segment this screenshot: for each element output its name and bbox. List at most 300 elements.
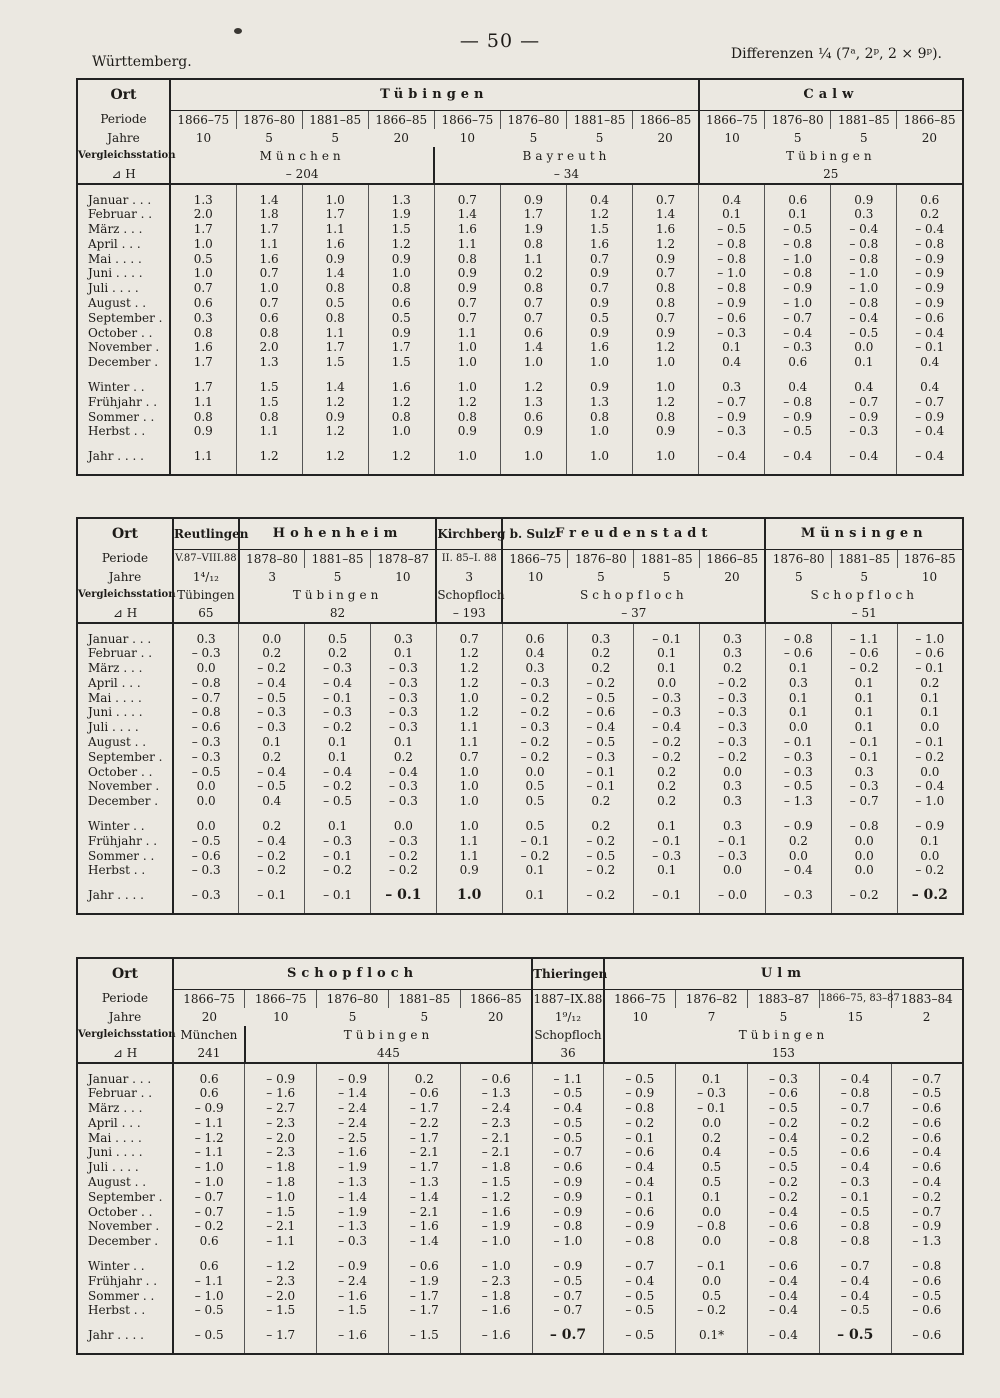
section1-season-row-cell: 1.2 <box>302 395 368 410</box>
section1-jahre-0: 10 <box>195 130 212 145</box>
section2-month-row-cell: 0.3 <box>831 765 897 780</box>
section3-season-row-cell: – 0.6 <box>748 1259 820 1274</box>
section1-season-row-cell: 0.8 <box>434 410 500 425</box>
section2-jahr-row-cell: – 0.1 <box>634 888 700 903</box>
section1-month-row <box>77 340 963 355</box>
section2-jahr-row-cell: 0.1 <box>502 888 568 903</box>
section2-month-row-cell: – 0.2 <box>305 779 371 794</box>
section3-season-row-cell: – 0.5 <box>604 1289 676 1304</box>
section1-gap-1-cell <box>77 370 170 380</box>
section2-gap-3 <box>77 903 963 914</box>
section1-season-row-cell: 0.8 <box>566 410 632 425</box>
section3-month-row-cell: – 1.2 <box>460 1190 532 1205</box>
section1-month-row-label: December . <box>77 355 170 370</box>
section2-sep-cell <box>700 623 766 632</box>
section1-season-row-cell: 0.9 <box>633 424 699 439</box>
section1-season-row-cell: 0.9 <box>500 424 566 439</box>
section3-season-row-cell: – 0.4 <box>748 1274 820 1289</box>
section2-gap-2-cell <box>239 878 305 888</box>
section1-sep-cell <box>434 184 500 193</box>
section3-sep-cell <box>604 1063 676 1072</box>
section3-season-row-cell: – 0.7 <box>532 1289 604 1304</box>
section2-periode-3: 1878–87 <box>370 549 436 568</box>
section2-season-row-cell: – 0.3 <box>191 863 221 878</box>
section2-month-row-cell: 0.0 <box>502 765 568 780</box>
section1-sep-cell <box>699 184 765 193</box>
section2-dh-3: – 37 <box>502 604 765 623</box>
section2-season-row-cell: 0.1 <box>634 863 700 878</box>
section1-jahr-row-cell: 1.0 <box>633 449 699 464</box>
section2-month-row-cell: – 0.8 <box>765 632 831 647</box>
section1-season-row-cell: 1.0 <box>566 424 632 439</box>
section2-gap-3-cell <box>370 903 436 914</box>
section1-gap-2-cell <box>699 439 765 449</box>
section2-gap-1-cell <box>634 809 700 819</box>
section3-month-row-cell: – 2.1 <box>460 1145 532 1160</box>
section3-month-row-label: November . <box>77 1219 173 1234</box>
section1-month-row-cell: 1.4 <box>500 340 566 355</box>
section3-month-row-cell: – 1.3 <box>388 1175 460 1190</box>
section2-month-row-cell: – 0.3 <box>700 705 766 720</box>
section1-gap-2-cell <box>500 439 566 449</box>
section3-month-row-cell: – 1.8 <box>460 1160 532 1175</box>
section2-month-row-cell: – 0.2 <box>239 661 305 676</box>
section3-month-row-cell: 0.6 <box>199 1234 219 1249</box>
section2-month-row-cell: 1.0 <box>436 779 502 794</box>
section1-month-row-cell: 0.8 <box>500 281 566 296</box>
section3-month-row <box>77 1219 963 1234</box>
section1-season-row-cell: 0.4 <box>831 380 897 395</box>
section2-gap-1 <box>77 809 963 819</box>
section2-group-4: Münsingen <box>765 518 963 549</box>
section1-month-row-label: Mai . . . . <box>77 252 170 267</box>
section2-month-row-cell: – 0.6 <box>568 705 634 720</box>
section1-periode-2: 1881–85 <box>302 110 368 129</box>
section3-jahr-row <box>77 1328 963 1343</box>
section2-month-row-cell: 1.2 <box>436 705 502 720</box>
section1-month-row-cell: 1.0 <box>302 193 368 208</box>
section2-month-row-cell: – 0.5 <box>239 779 305 794</box>
section1-month-row-cell: 1.1 <box>302 222 368 237</box>
section1-month-row-cell: 0.8 <box>302 311 368 326</box>
section2-jahre-6: 5 <box>597 569 605 584</box>
section3-season-row-cell: – 1.6 <box>460 1303 532 1318</box>
section3-month-row-cell: – 1.2 <box>194 1130 224 1145</box>
section3-group-row <box>77 958 963 989</box>
section1-gap-3-cell <box>500 464 566 475</box>
section1-season-row-cell: 0.4 <box>897 380 963 395</box>
section2-season-row-cell: 1.0 <box>436 819 502 834</box>
section2-month-row-cell: – 0.1 <box>634 632 700 647</box>
section1-month-row-cell: 0.2 <box>897 207 963 222</box>
section3-month-row-cell: – 0.6 <box>891 1101 963 1116</box>
section1-month-row-cell: 0.9 <box>368 252 434 267</box>
section1-month-row-cell: 1.7 <box>236 222 302 237</box>
section2-month-row-cell: – 0.5 <box>765 779 831 794</box>
section2-month-row-cell: 0.5 <box>502 779 568 794</box>
section3-month-row-cell: – 1.3 <box>317 1219 389 1234</box>
section1-month-row-cell: 1.6 <box>236 252 302 267</box>
section3-gap-1-cell <box>245 1249 317 1259</box>
section1-sep-cell <box>302 184 368 193</box>
section1-month-row-cell: 0.5 <box>302 296 368 311</box>
section2-month-row <box>77 750 963 765</box>
jahre-label: Jahre <box>77 129 170 147</box>
section1-month-row-cell: 1.7 <box>193 355 213 370</box>
section3-month-row-cell: – 0.7 <box>891 1205 963 1220</box>
section1-month-row-cell: 0.6 <box>368 296 434 311</box>
section2-month-row <box>77 632 963 647</box>
section2-month-row-cell: 1.0 <box>436 794 502 809</box>
section3-month-row-label: Mai . . . . <box>77 1131 173 1146</box>
section2-season-row-cell: – 0.2 <box>239 863 305 878</box>
section1-gap-2-cell <box>302 439 368 449</box>
section1-season-row-cell: 1.3 <box>500 395 566 410</box>
section1-gap-3-cell <box>77 464 170 475</box>
section2-season-row-cell: – 0.3 <box>634 849 700 864</box>
section2-dh-row <box>77 604 963 623</box>
section3-season-row-cell: 0.0 <box>676 1274 748 1289</box>
section2-month-row-label: November . <box>77 779 173 794</box>
section1-month-row-cell: 1.0 <box>193 236 213 251</box>
section3-season-row-cell: – 2.3 <box>460 1274 532 1289</box>
section2-month-row-cell: 0.3 <box>370 632 436 647</box>
section2-gap-2-cell <box>77 878 173 888</box>
section1-month-row-cell: 0.6 <box>897 193 963 208</box>
section1-periode-6: 1881–85 <box>566 110 632 129</box>
section1-month-row-cell: – 0.6 <box>699 311 765 326</box>
section2-month-row-cell: – 0.3 <box>191 646 221 661</box>
section1-month-row-cell: 2.0 <box>236 340 302 355</box>
section2-month-row-label: Januar . . . <box>77 632 173 647</box>
section3-month-row-cell: – 2.1 <box>388 1205 460 1220</box>
section2-jahr-row-cell: – 0.3 <box>765 888 831 903</box>
section1-month-row <box>77 281 963 296</box>
section1-month-row <box>77 326 963 341</box>
section1-station-0: München <box>259 148 345 163</box>
section2-month-row-cell: 1.2 <box>436 661 502 676</box>
section3-month-row-cell: – 0.4 <box>891 1175 963 1190</box>
section2-sep-cell <box>370 623 436 632</box>
section2-month-row-cell: 0.3 <box>502 661 568 676</box>
section2-jahr-row-cell: – 0.1 <box>370 888 436 903</box>
section3-month-row-cell: – 0.2 <box>748 1175 820 1190</box>
section2-season-row-cell: – 0.9 <box>765 819 831 834</box>
section2-season-row-cell: – 0.2 <box>370 863 436 878</box>
section2-month-row-cell: – 0.3 <box>700 720 766 735</box>
section2-month-row-cell: 0.4 <box>239 794 305 809</box>
section1-month-row-cell: – 0.4 <box>765 326 831 341</box>
section2-month-row-cell: – 0.3 <box>191 735 221 750</box>
section1-season-row-cell: 0.9 <box>434 424 500 439</box>
section1-month-row-cell: 0.7 <box>500 311 566 326</box>
table-section-2 <box>76 517 964 950</box>
section1-month-row-cell: – 0.4 <box>831 311 897 326</box>
section2-month-row-label: December . <box>77 794 173 809</box>
section2-gap-1-cell <box>897 809 963 819</box>
section1-month-row-cell: 1.3 <box>368 193 434 208</box>
section1-jahre-2: 5 <box>331 130 340 145</box>
section2-season-row-cell: 0.0 <box>831 834 897 849</box>
section3-month-row-cell: – 1.7 <box>388 1160 460 1175</box>
section3-season-row-cell: – 0.6 <box>891 1303 963 1318</box>
section3-gap-2 <box>77 1318 963 1328</box>
section2-month-row-cell: 0.1 <box>897 705 963 720</box>
section1-month-row-cell: – 0.4 <box>897 222 963 237</box>
section2-month-row-cell: 0.3 <box>765 676 831 691</box>
section1-month-row-label: Juni . . . . <box>77 266 170 281</box>
section1-season-row-cell: 1.5 <box>236 395 302 410</box>
section3-season-row-cell: – 0.2 <box>676 1303 748 1318</box>
section3-group-2: Ulm <box>604 958 963 989</box>
section3-jahre-9: 15 <box>847 1009 863 1024</box>
section3-season-row-cell: – 1.8 <box>460 1289 532 1304</box>
section2-gap-3-cell <box>502 903 568 914</box>
section1-month-row-label: April . . . <box>77 237 170 252</box>
section3-month-row-cell: – 0.7 <box>194 1204 224 1219</box>
section1-month-row-cell: 0.7 <box>434 311 500 326</box>
section2-month-row-cell: 0.2 <box>634 765 700 780</box>
section3-month-row-cell: 0.6 <box>199 1086 219 1101</box>
section3-month-row-cell: – 0.3 <box>676 1086 748 1101</box>
section1-month-row-cell: 1.4 <box>633 207 699 222</box>
section1-gap-3-cell <box>434 464 500 475</box>
section3-month-row-cell: – 1.3 <box>317 1175 389 1190</box>
section3-station-row <box>77 1026 963 1044</box>
section1-periode-11: 1866–85 <box>897 110 963 129</box>
section3-season-row-cell: – 0.7 <box>819 1259 891 1274</box>
section3-gap-2-cell <box>891 1318 963 1328</box>
section1-season-row-cell: 1.2 <box>434 395 500 410</box>
section1-jahre-4: 10 <box>459 130 475 145</box>
section3-season-row-cell: – 0.7 <box>604 1259 676 1274</box>
vgl-label: Vergleichsstation <box>77 586 173 604</box>
section1-gap-1-cell <box>434 370 500 380</box>
section3-month-row-cell: – 0.2 <box>748 1116 820 1131</box>
section3-month-row-cell: – 0.6 <box>604 1145 676 1160</box>
section2-month-row-label: October . . <box>77 765 173 780</box>
section3-month-row <box>77 1190 963 1205</box>
section1-month-row-cell: 0.9 <box>633 252 699 267</box>
section3-month-row-cell: – 1.8 <box>245 1175 317 1190</box>
section1-month-row-cell: 1.0 <box>434 355 500 370</box>
section1-gap-3-cell <box>831 464 897 475</box>
section2-month-row-cell: 0.1 <box>634 661 700 676</box>
periode-label: Periode <box>77 989 173 1008</box>
section1-gap-2-cell <box>77 439 170 449</box>
section1-month-row-cell: 0.8 <box>236 326 302 341</box>
section2-month-row-label: Juli . . . . <box>77 720 173 735</box>
section2-periode-0: V.87–VIII.88 <box>175 552 237 564</box>
section3-month-row-cell: – 1.0 <box>245 1190 317 1205</box>
section3-month-row-cell: – 0.4 <box>748 1131 820 1146</box>
section3-month-row-cell: 0.0 <box>676 1205 748 1220</box>
section3-month-row-cell: – 0.6 <box>604 1205 676 1220</box>
section2-season-row-cell: 0.0 <box>196 819 216 834</box>
section1-season-row-cell: – 0.9 <box>897 410 963 425</box>
ort-label: Ort <box>77 518 173 549</box>
section2-jahr-row <box>77 888 963 903</box>
section1-gap-1-cell <box>566 370 632 380</box>
section1-month-row-cell: 0.2 <box>500 266 566 281</box>
section3-gap-3-cell <box>245 1343 317 1354</box>
section3-month-row-cell: – 1.6 <box>460 1205 532 1220</box>
section3-season-row-cell: – 0.6 <box>388 1259 460 1274</box>
section2-month-row <box>77 676 963 691</box>
section2-season-row-cell: – 0.2 <box>502 849 568 864</box>
section2-month-row-label: April . . . <box>77 676 173 691</box>
section1-sep-cell <box>831 184 897 193</box>
section1-season-row-cell: 0.3 <box>699 380 765 395</box>
section2-jahre-row <box>77 568 963 586</box>
section2-month-row-cell: 0.5 <box>502 794 568 809</box>
section3-group-1: Thieringen <box>532 958 604 989</box>
section2-season-row-label: Frühjahr . . <box>77 834 173 849</box>
section1-month-row-cell: 0.7 <box>566 281 632 296</box>
section2-season-row-cell: 0.0 <box>370 819 436 834</box>
section2-dh-2: – 193 <box>436 604 502 623</box>
section1-month-row-cell: 1.0 <box>500 355 566 370</box>
section3-month-row-cell: – 2.4 <box>317 1101 389 1116</box>
section3-season-row-cell: – 0.7 <box>532 1303 604 1318</box>
section1-month-row-cell: 1.4 <box>302 266 368 281</box>
section1-season-row-cell: 1.6 <box>368 380 434 395</box>
section2-sep-cell <box>502 623 568 632</box>
section1-gap-1-cell <box>633 370 699 380</box>
section2-jahre-11: 10 <box>921 569 938 584</box>
section2-month-row-cell: – 0.3 <box>700 735 766 750</box>
section3-season-row-label: Winter . . <box>77 1259 173 1274</box>
section1-periode-4: 1866–75 <box>434 110 500 129</box>
section3-month-row <box>77 1175 963 1190</box>
section3-jahr-row-cell: – 0.5 <box>604 1328 676 1343</box>
section2-season-row-label: Winter . . <box>77 819 173 834</box>
section3-month-row-cell: – 0.1 <box>604 1190 676 1205</box>
section1-season-row-cell: 1.4 <box>302 380 368 395</box>
section1-sep-cell <box>566 184 632 193</box>
section2-month-row-cell: – 1.1 <box>831 632 897 647</box>
section3-month-row-cell: – 0.9 <box>604 1219 676 1234</box>
section1-gap-3-cell <box>633 464 699 475</box>
section3-sep-cell <box>317 1063 389 1072</box>
section3-month-row-cell: – 1.9 <box>317 1205 389 1220</box>
section3-gap-1-cell <box>676 1249 748 1259</box>
section3-gap-1 <box>77 1249 963 1259</box>
section2-season-row <box>77 834 963 849</box>
section3-sep-cell <box>819 1063 891 1072</box>
section3-season-row-cell: – 0.5 <box>604 1303 676 1318</box>
section2-station-0: Tübingen <box>177 587 235 602</box>
section1-season-row-label: Sommer . . <box>77 410 170 425</box>
section1-periode-8: 1866–75 <box>699 110 765 129</box>
section2-month-row-cell: 0.0 <box>634 676 700 691</box>
section3-gap-1-cell <box>388 1249 460 1259</box>
section2-dh-1: 82 <box>239 604 436 623</box>
section1-month-row-label: August . . <box>77 296 170 311</box>
section2-periode-10: 1881–85 <box>831 549 897 568</box>
section1-periode-row <box>77 110 963 129</box>
section3-month-row-cell: 0.1 <box>676 1072 748 1087</box>
section1-month-row-cell: 0.4 <box>566 193 632 208</box>
section1-month-row-cell: 0.3 <box>193 310 213 325</box>
section1-month-row-cell: 0.9 <box>633 326 699 341</box>
section1-season-row-cell: 1.0 <box>633 380 699 395</box>
section2-season-row-cell: – 0.2 <box>305 863 371 878</box>
section1-season-row-cell: – 0.8 <box>765 395 831 410</box>
section3-month-row-cell: – 1.0 <box>532 1234 604 1249</box>
section2-season-row-cell: 0.2 <box>568 819 634 834</box>
section2-season-row-cell: 0.2 <box>765 834 831 849</box>
section3-month-row-label: Juni . . . . <box>77 1145 173 1160</box>
section3-month-row-cell: – 0.1 <box>604 1131 676 1146</box>
section2-season-row-cell: 0.0 <box>831 849 897 864</box>
section2-periode-8: 1866–85 <box>700 549 766 568</box>
section3-month-row-cell: – 0.9 <box>532 1175 604 1190</box>
section1-month-row-cell: – 1.0 <box>765 252 831 267</box>
section3-month-row-cell: 0.0 <box>676 1234 748 1249</box>
section2-month-row-cell: 0.0 <box>700 765 766 780</box>
section3-jahre-3: 5 <box>420 1009 429 1024</box>
section3-jahr-row-cell: – 1.6 <box>460 1328 532 1343</box>
section1-jahre-8: 10 <box>699 129 765 147</box>
section3-jahre-8: 5 <box>779 1009 788 1024</box>
section2-station-3: Schopfloch <box>502 586 765 604</box>
section3-month-row-cell: – 0.2 <box>194 1219 224 1234</box>
section2-periode-7: 1881–85 <box>634 549 700 568</box>
section3-month-row <box>77 1072 963 1087</box>
section2-month-row-cell: 0.1 <box>305 735 371 750</box>
section2-month-row-cell: 0.3 <box>196 631 216 646</box>
section2-month-row-cell: 1.1 <box>436 735 502 750</box>
ort-label: Ort <box>77 958 173 989</box>
section1-jahr-row-cell: 1.0 <box>434 449 500 464</box>
page-header-left: Württemberg. <box>92 54 192 70</box>
section1-periode-0: 1866–75 <box>177 112 230 127</box>
section2-month-row-cell: – 1.0 <box>897 632 963 647</box>
section3-month-row-cell: – 0.4 <box>891 1145 963 1160</box>
section1-gap-2-cell <box>434 439 500 449</box>
section1-month-row-cell: 0.6 <box>765 355 831 370</box>
page-header <box>0 0 1000 75</box>
section1-month-row-cell: 1.0 <box>368 266 434 281</box>
section2-month-row-cell: 0.1 <box>765 705 831 720</box>
section2-jahre-2: 5 <box>333 569 342 584</box>
section1-month-row-cell: 0.7 <box>236 296 302 311</box>
section1-month-row-cell: 0.5 <box>368 311 434 326</box>
section1-sep-cell <box>236 184 302 193</box>
section1-month-row-cell: 0.7 <box>633 193 699 208</box>
section3-gap-2-cell <box>317 1318 389 1328</box>
section1-month-row-cell: 0.7 <box>633 266 699 281</box>
section2-gap-3-cell <box>897 903 963 914</box>
section3-gap-2-cell <box>748 1318 820 1328</box>
section2-season-row-cell: – 0.1 <box>502 834 568 849</box>
section2-season-row-cell: 0.1 <box>502 863 568 878</box>
section2-month-row-cell: – 0.3 <box>370 661 436 676</box>
section3-month-row-cell: – 0.6 <box>532 1160 604 1175</box>
section2-gap-2-cell <box>700 878 766 888</box>
section3-sep <box>77 1063 963 1072</box>
section2-month-row-cell: – 1.3 <box>765 794 831 809</box>
section3-month-row-cell: – 0.5 <box>604 1072 676 1087</box>
section2-month-row-cell: – 0.1 <box>568 779 634 794</box>
section3-season-row-cell: – 0.4 <box>819 1274 891 1289</box>
section2-gap-3-cell <box>239 903 305 914</box>
section1-month-row-cell: 1.0 <box>434 340 500 355</box>
section2-month-row-cell: 0.2 <box>568 646 634 661</box>
section2-jahre-0: 1⁴/₁₂ <box>192 569 219 584</box>
section1-month-row-cell: 1.0 <box>193 266 213 281</box>
